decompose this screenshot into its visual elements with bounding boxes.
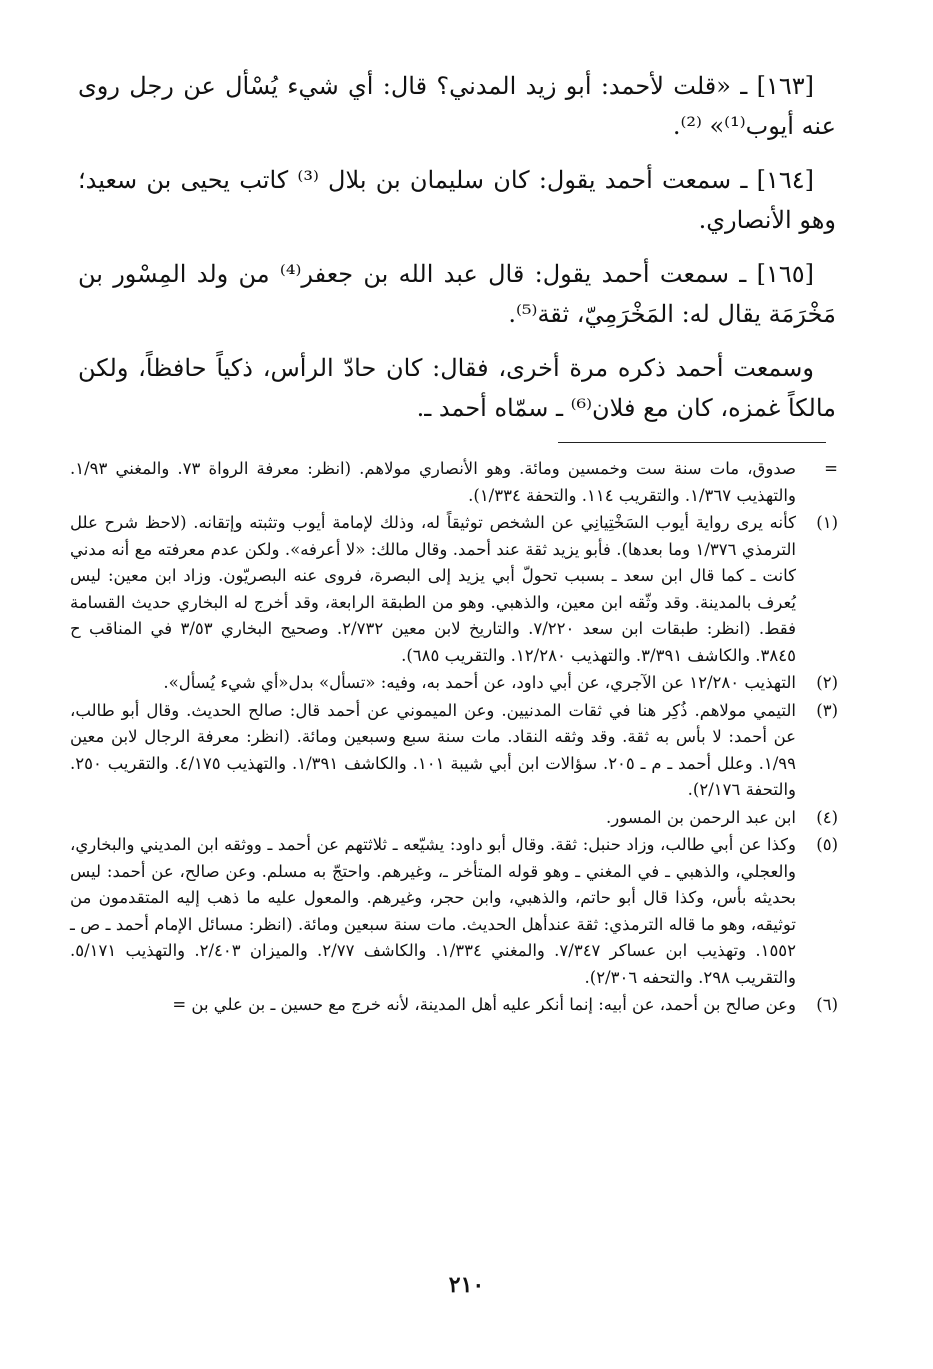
footnote-text: كأنه يرى رواية أيوب السَخْتِيانِي عن الشخص توثيقاً له، وذلك لإمامة أيوب وتثبته وإتقانه. (لاحظ شرح علل الترمذي ١/٣٧٦ وما بعدها). فأبو يزيد ثقة عند أحمد. وقال مالك: «لا أعرفه». ولكن عدم معرفته مع أنه مدني كانت ـ كما قال ابن سعد ـ بسبب تحولّ أبي يزيد إلى البصرة، فروى عنه البصريّون. وزاد ابن معين: ليس يُعرف بالمدينة. وقد وثّقه ابن معين، والذهبي. وهو من الطبقة الرابعة، وقد أخرج له البخاري حديث القسامة فقط. (انظر: طبقات ابن سعد ٧/٢٢٠. والتاريخ لابن معين ٢/٧٣٢. وصحيح البخاري ٣/٥٣ في المناقب ح ٣٨٤٥. والكاشف ٣/٣٩١. والتهذيب ١٢/٢٨٠. والتقريب ٦٨٥). [70, 513, 797, 665]
entry-164 [78, 160, 836, 240]
footnotes [70, 456, 838, 1020]
footnote-marker: (٤) [816, 807, 838, 827]
entry-text: [١٦٣] ـ «قلت لأحمد: أبو زيد المدني؟ قال: أي شيء يُسْأل عن رجل روى عنه أيوب⁽¹⁾» ⁽²⁾. [78, 72, 836, 140]
footnote-marker: (٦) [816, 995, 838, 1014]
entry-text: [١٦٤] ـ سمعت أحمد يقول: كان سليمان بن بلال ⁽³⁾ كاتب يحيى بن سعيد؛ وهو الأنصاري. [78, 166, 836, 234]
footnote-3 [70, 698, 838, 804]
footnote-text: وعن صالح بن أحمد، عن أبيه: إنما أنكر عليه أهل المدينة، لأنه خرج مع حسين ـ بن علي بن = [172, 995, 796, 1014]
footnote-4 [70, 805, 838, 832]
page-number: ٢١٠ [448, 1272, 485, 1298]
entry-163 [78, 66, 836, 146]
footnote-text: ابن عبد الرحمن بن المسور. [606, 807, 796, 827]
footnote-marker: = [824, 459, 838, 478]
footnote-continuation [70, 456, 838, 509]
footnote-separator [558, 442, 826, 443]
footnote-2 [70, 670, 838, 697]
footnote-6 [70, 992, 838, 1019]
footnote-marker: (٢) [816, 673, 838, 692]
footnote-marker: (٥) [816, 835, 838, 854]
footnote-text: التيمي مولاهم. ذُكِر هنا في ثقات المدنيين. وعن الميموني عن أحمد قال: صالح الحديث. وقال أبو طالب، عن أحمد: لا بأس به ثقة. وقد وثقه النقاد. مات سنة سبع وسبعين ومائة. (انظر: معرفة الرجال لابن معين ١/٩٩. وعلل أحمد ـ م ـ ٢٠٥. سؤالات ابن أبي شيبة ١٠١. والكاشف ١/٣٩١. والتهذيب ٤/١٧٥. والتقريب ٢٥٠. والتحفة ٢/١٧٦). [70, 700, 796, 799]
entry-text: [١٦٥] ـ سمعت أحمد يقول: قال عبد الله بن جعفر⁽⁴⁾ من ولد المِسْور بن مَخْرَمَة يقال له: المَخْرَمِيّ، ثقة⁽⁵⁾. [78, 260, 836, 328]
footnote-text: وكذا عن أبي طالب، وزاد حنبل: ثقة. وقال أبو داود: يشيّعه ـ ثلاثتهم عن أحمد ـ ووثقه ابن المديني والبخاري، والعجلي، والذهبي ـ في المغني ـ وهو قوله المتأخر ـ، وغيرهم. واحتجّ به مسلم. وعن صالح، عن أحمد: ليس بحديثه بأس، وكذا قال أبو حاتم، والذهبي، وابن حجر، وغيرهم. والمعول عليه ما ذهب إليه المتقدمون من توثيقه، وهو ما قاله الترمذي: ثقة عندأهل الحديث. مات سنة سبعين ومائة. (انظر: مسائل الإمام أحمد ـ ص ـ ١٥٥٢. وتهذيب ابن عساكر ٧/٣٤٧. والمغني ١/٣٣٤. والكاشف ٢/٧٧. والميزان ٢/٤٠٣. والتهذيب ٥/١٧١. والتقريب ٢٩٨. والتحفه ٢/٣٠٦). [70, 835, 797, 987]
footnote-text: التهذيب ١٢/٢٨٠ عن الآجري، عن أبي داود، عن أحمد به، وفيه: «تسأل» بدل«أي شيء يُسأل». [163, 673, 796, 692]
main-text [78, 66, 836, 442]
entry-165-continuation [78, 348, 836, 428]
entry-text: وسمعت أحمد ذكره مرة أخرى، فقال: كان حادّ الرأس، ذكياً حافظاً، ولكن مالكاً غمزه، كان مع فلان⁽⁶⁾ ـ سمّاه أحمد ـ. [78, 354, 836, 422]
footnote-5 [70, 832, 838, 991]
footnote-marker: (١) [816, 513, 838, 532]
footnote-1 [70, 510, 838, 669]
footnote-text: صدوق، مات سنة ست وخمسين ومائة. وهو الأنصاري مولاهم. (انظر: معرفة الرواة ٧٣. والمغني ١/٩٣. والتهذيب ١/٣٦٧. والتقريب ١١٤. والتحفة ١/٣٣٤). [70, 459, 797, 505]
footnote-marker: (٣) [816, 700, 838, 720]
entry-165 [78, 254, 836, 334]
